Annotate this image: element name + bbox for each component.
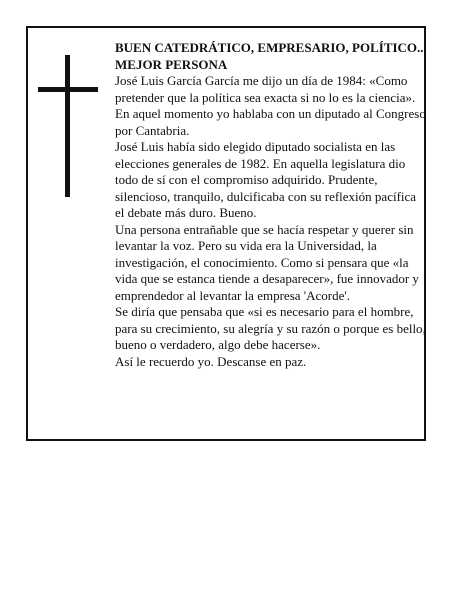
notice-content (115, 40, 427, 370)
notice-paragraph: José Luis García García me dijo un día de 1984: «Como pretender que la política sea exacta si no lo es la ciencia». En aquel momento yo hablaba con un diputado al Congreso por Cantabria. (115, 73, 426, 138)
cross-vertical-bar (65, 55, 70, 197)
notice-paragraph: Una persona entrañable que se hacía respetar y querer sin levantar la voz. Pero su vida era la Universidad, la investigación, el conocimiento. Como si pensara que «la vida que se estanca tiende a desaparecer», fue innovador y emprendedor al levantar la empresa 'Acorde'. (115, 221, 419, 303)
notice-paragraph: Así le recuerdo yo. Descanse en paz. (115, 353, 307, 369)
obituary-notice (26, 26, 426, 441)
notice-paragraph: Se diría que pensaba que «si es necesario para el hombre, para su crecimiento, su alegría y su razón o porque es bello, bueno o verdadero, algo debe hacerse». (115, 304, 426, 352)
cross-icon (38, 55, 98, 197)
cross-horizontal-bar (38, 87, 98, 92)
notice-paragraph: José Luis había sido elegido diputado socialista en las elecciones generales de 1982. En aquella legislatura dio todo de sí con el compromiso adquirido. Prudente, silencioso, tranquilo, dulcificaba con su reflexión pacífica el debate más duro. Bueno. (115, 139, 417, 220)
notice-title: BUEN CATEDRÁTICO, EMPRESARIO, POLÍTICO... MEJOR PERSONA (115, 40, 427, 72)
